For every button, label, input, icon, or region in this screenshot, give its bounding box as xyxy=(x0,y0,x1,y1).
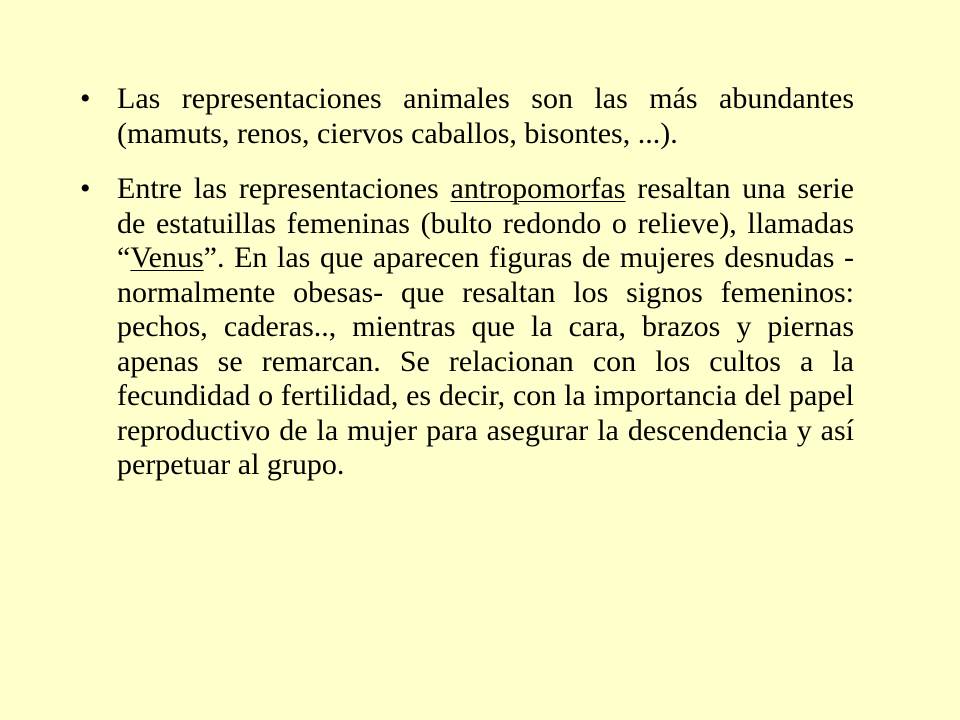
bullet-text-part: Entre las representaciones xyxy=(117,172,451,205)
bullet-item-venus xyxy=(80,172,854,483)
underlined-term-venus: Venus xyxy=(130,241,204,274)
bullet-list xyxy=(80,82,854,504)
bullet-text-part: ”. En las que aparecen figuras de mujeres desnudas - normalmente obesas- que resaltan los signos femeninos: pechos, caderas.., mientras que la cara, brazos y piernas apenas se remarcan. Se relacionan con los cultos a la fecundidad o fertilidad, es decir, con la importancia del papel reproductivo de la mujer para asegurar la descendencia y así perpetuar al grupo. xyxy=(117,241,854,481)
bullet-item-animals xyxy=(80,82,854,151)
underlined-term-antropomorfas: antropomorfas xyxy=(450,172,626,205)
bullet-dot-icon: • xyxy=(80,82,91,115)
bullet-text-part: resaltan una serie de estatuillas femeninas (bulto redondo o relieve), llamadas “ xyxy=(117,172,854,274)
bullet-dot-icon: • xyxy=(80,172,91,205)
bullet-text: Las representaciones animales son las más abundantes (mamuts, renos, ciervos caballos, bisontes, ...). xyxy=(117,82,854,150)
